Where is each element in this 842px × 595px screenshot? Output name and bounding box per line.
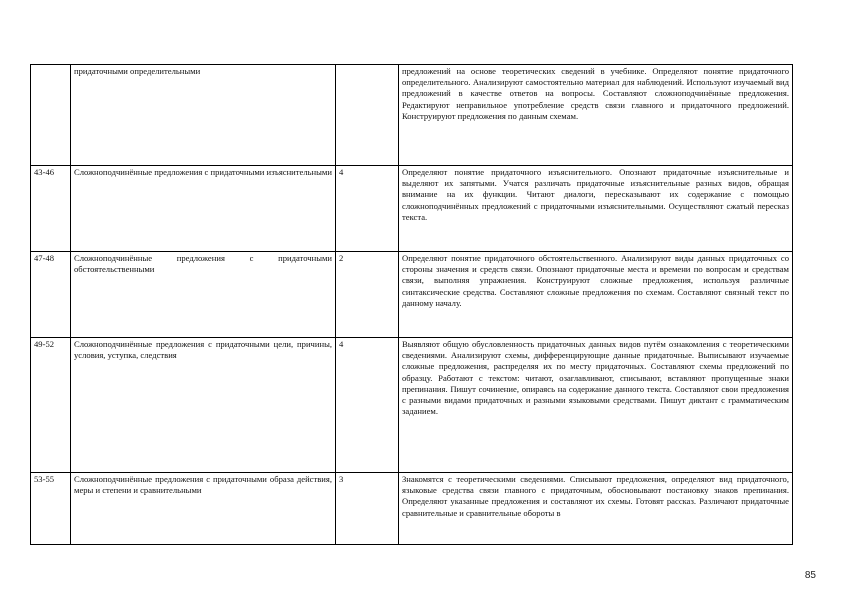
activities-cell: Определяют понятие придаточного изъяснительного. Опознают придаточные изъяснительные и выделяют их запятыми. Учатся различать придаточные изъяснительные разных видов, обращая внимание на их функции. Читают диалоги, пересказывают их содержание с помощью сложноподчинённых предложений с придаточными изъяснительными. Осуществляют сжатый пересказ текста. (399, 166, 793, 252)
table-row (31, 252, 793, 338)
activities-cell: Выявляют общую обусловленность придаточных данных видов путём ознакомления с теоретическими сведениями. Анализируют схемы, дифференцирующие данные придаточные. Выписывают изучаемые сложные предложения, распределяя их по месту придаточных. Составляют схемы предложений по образцу. Работают с текстом: читают, озаглавливают, списывают, вставляют пропущенные знаки препинания. Пишут сочинение, опираясь на содержание данного текста. Составляют свои предложения с разными видами придаточных и разными языковыми средствами. Пишут диктант с грамматическим заданием. (399, 338, 793, 473)
hours-cell: 4 (336, 166, 399, 252)
table-row (31, 166, 793, 252)
lesson-topic-cell: Сложноподчинённые предложения с придаточными цели, причины, условия, уступка, следствия (71, 338, 336, 473)
lesson-plan-table (30, 64, 793, 545)
lesson-topic-cell: Сложноподчинённые предложения с придаточными образа действия, меры и степени и сравнительными (71, 473, 336, 545)
activities-cell: предложений на основе теоретических сведений в учебнике. Определяют понятие придаточного определительного. Анализируют самостоятельно материал для наблюдений. Используют изучаемый вид предложений в качестве ответов на вопросы. Составляют сложноподчинённые предложения. Редактируют неправильное употребление средств связи главного и придаточного предложений. Конструируют предложения по данным схемам. (399, 65, 793, 166)
hours-cell: 3 (336, 473, 399, 545)
lesson-number-cell (31, 65, 71, 166)
lesson-number-cell: 53-55 (31, 473, 71, 545)
lesson-number-cell: 49-52 (31, 338, 71, 473)
activities-cell: Знакомятся с теоретическими сведениями. Списывают предложения, определяют вид придаточного, языковые средства связи главного с придаточным, обосновывают постановку знаков препинания. Определяют указанные предложения и составляют их схемы. Готовят рассказ. Различают придаточные сравнительные и сравнительные обороты в (399, 473, 793, 545)
lesson-number-cell: 43-46 (31, 166, 71, 252)
hours-cell (336, 65, 399, 166)
page-number: 85 (804, 570, 816, 581)
lesson-topic-cell: придаточными определительными (71, 65, 336, 166)
lesson-number-cell: 47-48 (31, 252, 71, 338)
activities-cell: Определяют понятие придаточного обстоятельственного. Анализируют виды данных придаточных со стороны значения и средств связи. Опознают придаточные места и времени по вопросам и средствам связи, выполняя упражнения. Конструируют сложные предложения, используя различные синтаксические средства. Составляют сложные предложения по схемам. Составляют связный текст по данному началу. (399, 252, 793, 338)
table-row (31, 473, 793, 545)
hours-cell: 4 (336, 338, 399, 473)
table-row (31, 65, 793, 166)
table-row (31, 338, 793, 473)
lesson-topic-cell: Сложноподчинённые предложения с придаточными изъяснительными (71, 166, 336, 252)
hours-cell: 2 (336, 252, 399, 338)
lesson-topic-cell: Сложноподчинённые предложения с придаточными обстоятельственными (71, 252, 336, 338)
